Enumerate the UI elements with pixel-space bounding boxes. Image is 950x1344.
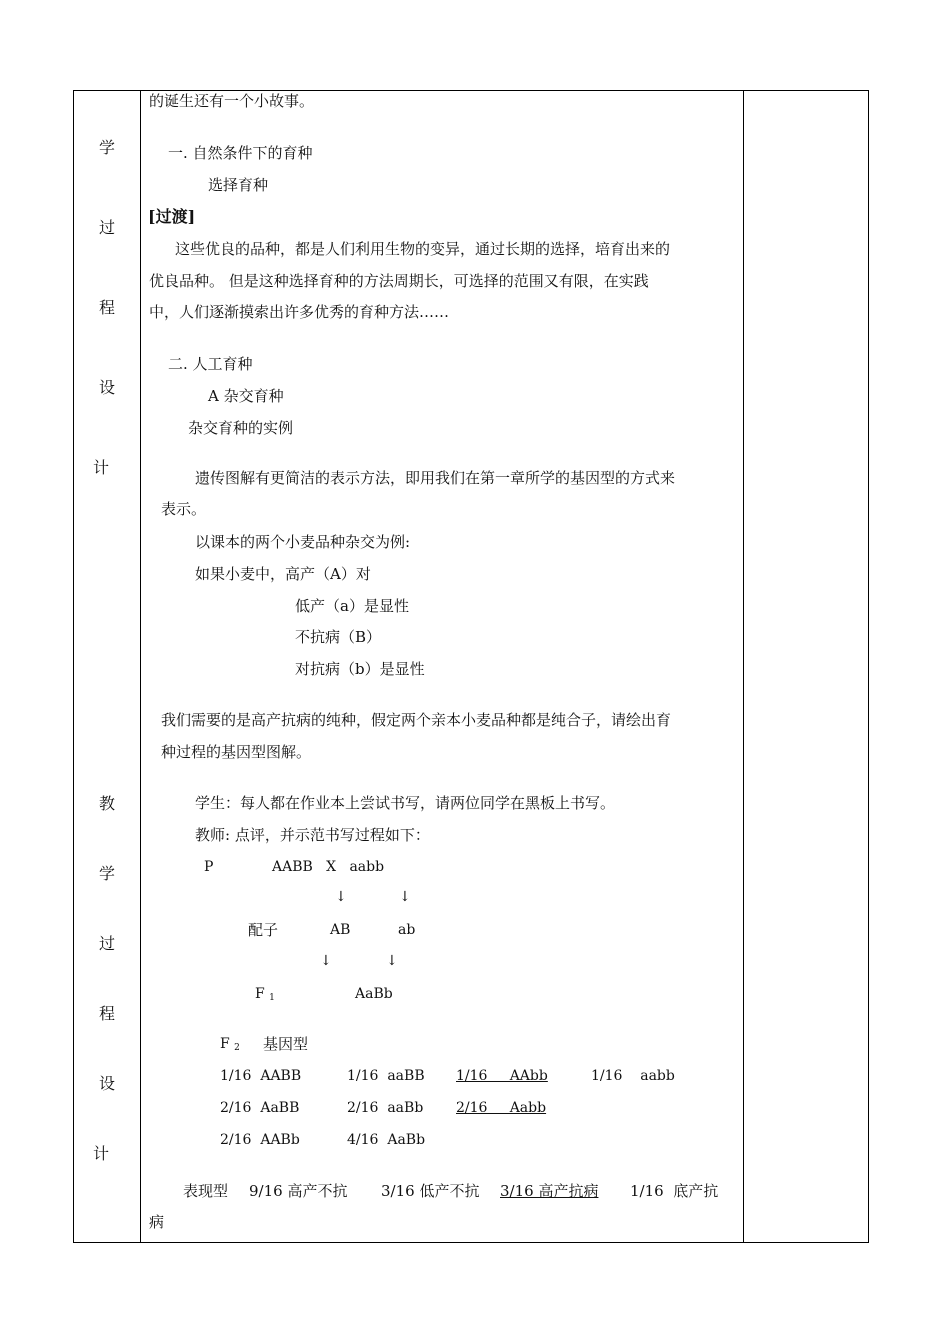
text-line: 低产（a）是显性 <box>295 597 409 615</box>
phenotype-ratio: 9/16 高产不抗 <box>249 1182 348 1200</box>
f2-title: 基因型 <box>263 1035 309 1053</box>
f2-letter: F <box>220 1036 230 1052</box>
f1-label <box>255 984 275 1008</box>
f2-genotype: 2/16 aaBb <box>347 1100 424 1116</box>
text-line: 表示。 <box>161 500 207 518</box>
f2-genotype: 4/16 AaBb <box>347 1132 426 1148</box>
text-line: 中，人们逐渐摸索出许多优秀的育种方法…… <box>149 303 450 321</box>
side-char: 程 <box>99 298 116 317</box>
text-line: 优良品种。 但是这种选择育种的方法周期长，可选择的范围又有限，在实践 <box>149 272 649 290</box>
text-line: 以课本的两个小麦品种杂交为例: <box>195 533 411 551</box>
gamete-genotype: ab <box>398 922 416 938</box>
side-char: 计 <box>93 458 110 477</box>
section-heading: 二. 人工育种 <box>168 355 253 373</box>
arrow-down-icon: ↓ <box>320 953 332 969</box>
table-border-right <box>868 90 869 1243</box>
f2-genotype: 2/16 AABb <box>220 1132 300 1148</box>
text-line: 不抗病（B） <box>295 628 382 646</box>
arrow-down-icon: ↓ <box>335 889 347 905</box>
parent-cross: AABB X aabb <box>272 859 385 875</box>
text-line: 种过程的基因型图解。 <box>161 743 312 761</box>
f2-genotype-highlighted: 2/16 Aabb <box>456 1100 547 1116</box>
f2-genotype: 1/16 aabb <box>591 1068 675 1084</box>
f2-genotype-highlighted: 1/16 AAbb <box>456 1068 548 1084</box>
phenotype-ratio: 1/16 底产抗 <box>630 1182 719 1200</box>
f1-subscript: 1 <box>269 993 275 1003</box>
text-line: 教师: 点评，并示范书写过程如下： <box>195 826 430 844</box>
f2-subscript: 2 <box>234 1043 240 1053</box>
text-line: 学生：每人都在作业本上尝试书写，请两位同学在黑板上书写。 <box>195 794 616 812</box>
gamete-label: 配子 <box>248 921 279 939</box>
phenotype-ratio: 3/16 低产不抗 <box>381 1182 480 1200</box>
text-line: 杂交育种的实例 <box>188 419 294 437</box>
subsection-heading: 选择育种 <box>208 176 269 194</box>
text-line: 这些优良的品种，都是人们利用生物的变异，通过长期的选择，培育出来的 <box>175 240 671 258</box>
f1-genotype: AaBb <box>355 986 393 1002</box>
section-heading: 一. 自然条件下的育种 <box>168 144 313 162</box>
phenotype-ratio-highlighted: 3/16 高产抗病 <box>500 1182 599 1200</box>
side-char: 设 <box>99 378 116 397</box>
text-line: 的诞生还有一个小故事。 <box>149 92 315 110</box>
f2-genotype: 2/16 AaBB <box>220 1100 300 1116</box>
f1-letter: F <box>255 986 265 1002</box>
phenotype-wrap: 病 <box>149 1213 165 1231</box>
text-line: 如果小麦中，高产（A）对 <box>195 565 371 583</box>
text-line: 对抗病（b）是显性 <box>295 660 425 678</box>
phenotype-label: 表现型 <box>183 1182 229 1200</box>
side-char: 学 <box>99 864 116 883</box>
parent-label: P <box>204 859 214 875</box>
text-line: 遗传图解有更简洁的表示方法，即用我们在第一章所学的基因型的方式来 <box>195 469 676 487</box>
text-line: 我们需要的是高产抗病的纯种，假定两个亲本小麦品种都是纯合子，请绘出育 <box>161 711 672 729</box>
arrow-down-icon: ↓ <box>386 953 398 969</box>
side-char: 过 <box>99 934 116 953</box>
subsection-heading: A 杂交育种 <box>208 387 284 405</box>
table-divider-1 <box>140 90 141 1243</box>
side-char: 程 <box>99 1004 116 1023</box>
table-divider-2 <box>743 90 744 1243</box>
transition-label: [过渡] <box>148 207 196 226</box>
table-border-bottom <box>73 1242 869 1243</box>
f2-genotype: 1/16 AABB <box>220 1068 302 1084</box>
arrow-down-icon: ↓ <box>399 889 411 905</box>
side-char: 计 <box>93 1144 110 1163</box>
side-char: 过 <box>99 218 116 237</box>
side-char: 设 <box>99 1074 116 1093</box>
table-border-left <box>73 90 74 1243</box>
side-char: 学 <box>99 138 116 157</box>
f2-label <box>220 1034 240 1058</box>
side-char: 教 <box>99 794 116 813</box>
f2-genotype: 1/16 aaBB <box>347 1068 425 1084</box>
gamete-genotype: AB <box>330 922 351 938</box>
